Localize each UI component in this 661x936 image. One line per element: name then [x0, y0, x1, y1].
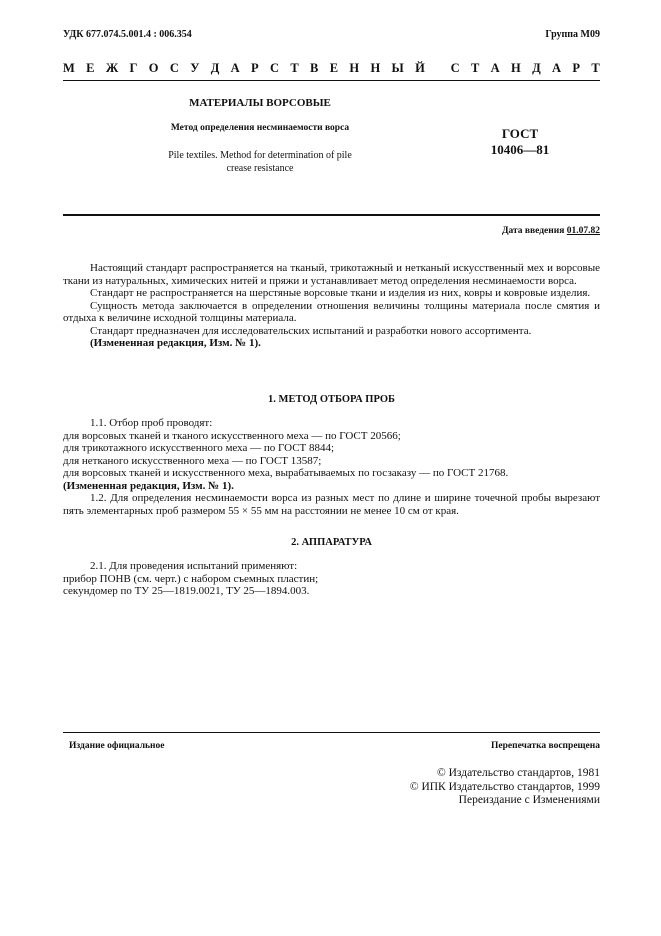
section2-body — [63, 560, 600, 598]
english-title-line: Pile textiles. Method for determination of pile — [168, 150, 352, 161]
banner-letter: М — [63, 61, 75, 75]
gost-designation — [470, 126, 570, 158]
banner-letter: Г — [129, 61, 138, 75]
header-divider — [63, 80, 600, 81]
amendment-note: (Измененная редакция, Изм. № 1). — [63, 479, 234, 492]
copyright-line: © ИПК Издательство стандартов, 1999 — [409, 780, 600, 793]
english-title-line: crease resistance — [226, 163, 294, 174]
banner-letter: Р — [251, 61, 259, 75]
banner-letter: Д — [532, 61, 541, 75]
banner-letter: Е — [86, 61, 95, 75]
banner-letter: У — [190, 61, 200, 75]
banner-letter: А — [490, 61, 500, 75]
list-item: для ворсовых тканей и тканого искусственного меха — по ГОСТ 20566; — [63, 429, 401, 442]
intro-paragraph: Сущность метода заключается в определении отношения величины толщины материала после смятия и отдыха к величине исходной толщины материала. — [63, 299, 600, 324]
udk-code: УДК 677.074.5.001.4 : 006.354 — [63, 29, 192, 40]
date-label: Дата введения — [501, 226, 565, 236]
amendment-note: (Измененная редакция, Изм. № 1). — [90, 337, 261, 349]
banner-letter: А — [552, 61, 562, 75]
gost-number: 10406—81 — [490, 142, 550, 157]
banner-letter: Д — [210, 61, 220, 75]
clause-text: 2.1. Для проведения испытаний применяют: — [90, 560, 298, 572]
english-title — [140, 149, 380, 175]
banner-letter: Т — [591, 61, 600, 75]
banner-letter: Ы — [391, 61, 404, 75]
banner-letter: Е — [329, 61, 339, 75]
official-edition-label: Издание официальное — [69, 741, 165, 751]
list-item: для нетканого искусственного меха — по ГОСТ 13587; — [63, 454, 322, 467]
banner-letter: Т — [290, 61, 299, 75]
banner-letter: О — [148, 61, 159, 75]
clause-text: 1.2. Для определения несминаемости ворса из разных мест по длине и ширине точечной пробы вырезают пять элементарных проб размером 55 × 55 мм на расстоянии не менее 10 см от края. — [63, 492, 600, 517]
gost-label: ГОСТ — [501, 126, 539, 141]
clause-text: 1.1. Отбор проб проводят: — [90, 417, 213, 429]
reissue-note: Переиздание с Изменениями — [458, 794, 600, 806]
document-title: МАТЕРИАЛЫ ВОРСОВЫЕ — [189, 97, 331, 109]
list-item: для трикотажного искусственного меха — по ГОСТ 8844; — [63, 442, 335, 454]
intro-section — [63, 262, 600, 350]
introduction-date — [502, 226, 600, 236]
list-item: для ворсовых тканей и искусственного меха, вырабатываемых по госзаказу — по ГОСТ 21768. — [63, 467, 509, 479]
intro-paragraph: Стандарт не распространяется на шерстяные ворсовые ткани и изделия из них, ковры и ковровые изделия. — [90, 287, 591, 299]
copyright-line: © Издательство стандартов, 1981 — [436, 767, 600, 779]
banner-letter: Н — [511, 61, 521, 75]
banner-letter: Т — [470, 61, 480, 75]
document-subtitle: Метод определения несминаемости ворса — [170, 123, 350, 133]
standard-type-banner — [63, 61, 600, 76]
banner-letter: Н — [349, 61, 360, 75]
section-heading: 2. АППАРАТУРА — [291, 537, 372, 548]
copyright-block — [410, 767, 600, 808]
banner-letter: Н — [370, 61, 381, 75]
banner-gap — [436, 61, 439, 76]
banner-letter: С — [270, 61, 280, 75]
banner-letter: А — [230, 61, 240, 75]
footer-divider — [63, 732, 600, 733]
list-item: секундомер по ТУ 25—1819.0021, ТУ 25—1894.003. — [63, 585, 310, 597]
banner-letter: В — [310, 61, 319, 75]
banner-letter: Ж — [105, 61, 119, 75]
section1-body — [63, 417, 600, 517]
list-item: прибор ПОНВ (см. черт.) с набором съемных пластин; — [63, 572, 319, 585]
reprint-prohibited-label: Перепечатка воспрещена — [490, 741, 600, 751]
section-heading: 1. МЕТОД ОТБОРА ПРОБ — [268, 394, 395, 405]
date-value: 01.07.82 — [566, 226, 600, 236]
group-code: Группа М09 — [545, 29, 600, 40]
title-divider — [63, 214, 600, 216]
banner-letter: С — [169, 61, 179, 75]
intro-paragraph: Настоящий стандарт распространяется на тканый, трикотажный и нетканый искусственный мех и ворсовые ткани из натуральных, химических нитей и пряжи и устанавливает метод определения несминаемости ворса. — [63, 262, 600, 287]
banner-letter: Й — [415, 61, 425, 75]
banner-letter: С — [450, 61, 460, 75]
intro-paragraph: Стандарт предназначен для исследовательских испытаний и разработки нового ассортимента. — [90, 324, 532, 337]
banner-letter: Р — [572, 61, 581, 75]
